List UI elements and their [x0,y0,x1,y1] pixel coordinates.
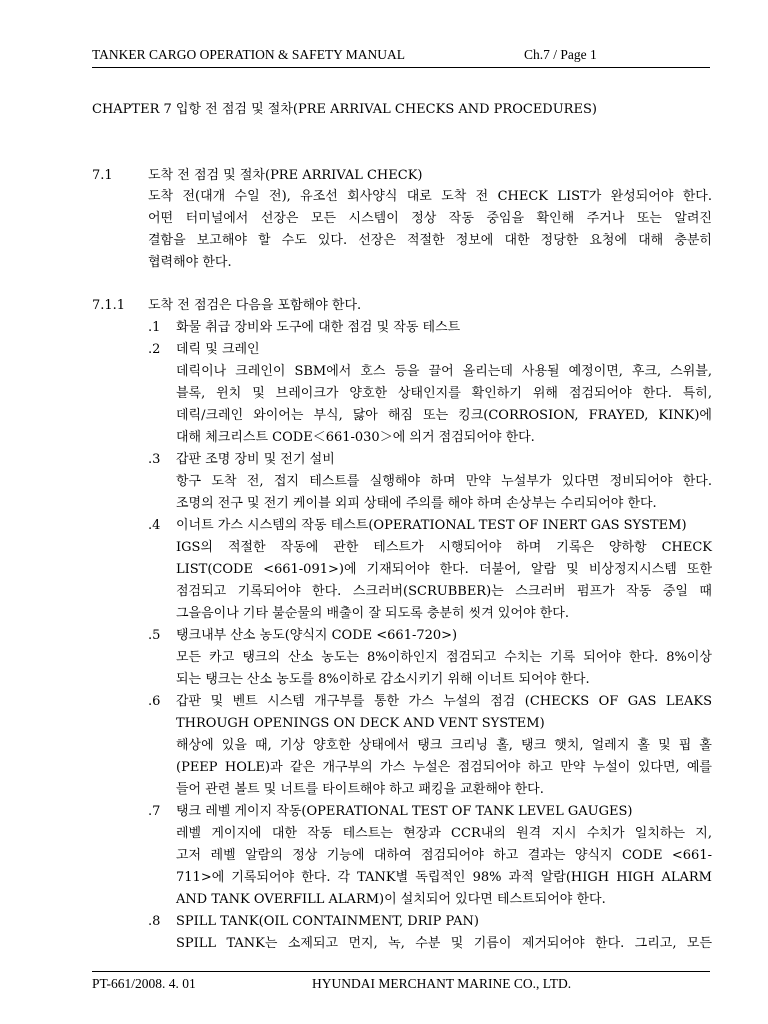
item-text: (PEEP HOLE)과 같은 개구부의 가스 누설은 점검되어야 하고 만약 누설이 있다면, 예를 [176,760,712,775]
item-number: .2 [148,342,161,357]
item-text: 들어 관련 볼트 및 너트를 타이트해야 하고 패킹을 교환해야 한다. [176,782,544,797]
item-title: THROUGH OPENINGS ON DECK AND VENT SYSTEM) [176,716,545,731]
paragraph-line: 협력해야 한다. [148,255,232,270]
section-number: 7.1.1 [92,298,126,313]
item-title: 갑판 및 벤트 시스템 개구부를 통한 가스 누설의 점검 (CHECKS OF GAS LEAKS [176,694,712,709]
item-title: 탱크내부 산소 농도(양식지 CODE <661-720>) [176,628,458,643]
item-text: 711>에 기록되어야 한다. 각 TANK별 독립적인 98% 과적 알람(HIGH HIGH ALARM [176,870,712,885]
item-text: 그을음이나 기타 불순물의 배출이 잘 되도록 충분히 씻겨 있어야 한다. [176,606,569,621]
item-text: 해상에 있을 때, 기상 양호한 상태에서 탱크 크리닝 홀, 탱크 햇치, 얼레지 홀 및 핍 홀 [176,738,712,753]
section-number: 7.1 [92,168,113,183]
item-text: 데릭이나 크레인이 SBM에서 호스 등을 끌어 올리는데 사용될 예정이면, 후크, 스위블, [176,364,712,379]
item-title: SPILL TANK(OIL CONTAINMENT, DRIP PAN) [176,914,479,929]
item-number: .6 [148,694,161,709]
item-title: 이너트 가스 시스템의 작동 테스트(OPERATIONAL TEST OF INERT GAS SYSTEM) [176,518,687,533]
item-text: LIST(CODE <661-091>)에 기재되어야 한다. 더불어, 알람 및 비상정지시스템 또한 [176,562,712,577]
item-title: 화물 취급 장비와 도구에 대한 점검 및 작동 테스트 [176,320,461,335]
item-text: 고저 레벨 알람의 정상 기능에 대하여 점검되어야 하고 결과는 양식지 CODE <661- [176,848,712,863]
item-number: .7 [148,804,161,819]
item-text: 레벨 게이지에 대한 작동 테스트는 현장과 CCR내의 원격 지시 수치가 일치하는 지, [176,826,712,841]
page-footer [92,971,710,994]
document-code: PT-661/2008. 4. 01 [92,976,196,991]
item-text: SPILL TANK는 소제되고 먼지, 녹, 수분 및 기름이 제거되어야 한다. 그리고, 모든 [176,936,712,951]
item-number: .3 [148,452,161,467]
paragraph-line: 결함을 보고해야 할 수도 있다. 선장은 적절한 정보에 대한 정당한 요청에 대해 충분히 [148,233,712,248]
page-header [92,47,710,68]
item-text: 조명의 전구 및 전기 케이블 외피 상태에 주의를 해야 하며 손상부는 수리되어야 한다. [176,496,657,511]
item-title: 데릭 및 크레인 [176,342,260,357]
paragraph-line: 어떤 터미널에서 선장은 모든 시스템이 정상 작동 중임을 확인해 주거나 또는 알려진 [148,211,712,226]
item-title: 갑판 조명 장비 및 전기 설비 [176,452,335,467]
page-number: Ch.7 / Page 1 [524,47,597,62]
item-text: AND TANK OVERFILL ALARM)이 설치되어 있다면 테스트되어야 한다. [176,892,606,907]
item-text: 블록, 윈치 및 브레이크가 양호한 상태인지를 확인하기 위해 점검되어야 한다. 특히, [176,386,712,401]
item-number: .5 [148,628,161,643]
item-title: 탱크 레벨 게이지 작동(OPERATIONAL TEST OF TANK LEVEL GAUGES) [176,804,633,819]
item-text: 점검되고 기록되어야 한다. 스크러버(SCRUBBER)는 스크러버 펌프가 작동 중일 때 [176,584,712,599]
manual-title: TANKER CARGO OPERATION & SAFETY MANUAL [92,47,406,62]
item-number: .4 [148,518,161,533]
item-text: 되는 탱크는 산소 농도를 8%이하로 감소시키기 위해 이너트 되어야 한다. [176,672,590,687]
section-title: 도착 전 점검 및 절차(PRE ARRIVAL CHECK) [148,168,423,183]
section-title: 도착 전 점검은 다음을 포함해야 한다. [148,298,362,313]
item-text: 데릭/크레인 와이어는 부식, 닳아 해짐 또는 킹크(CORROSION, FRAYED, KINK)에 [176,408,712,423]
item-text: 항구 도착 전, 접지 테스트를 실행해야 하며 만약 누설부가 있다면 정비되어야 한다. [176,474,712,489]
item-number: .8 [148,914,161,929]
item-text: 대해 체크리스트 CODE＜661-030＞에 의거 점검되어야 한다. [176,430,535,445]
item-text: 모든 카고 탱크의 산소 농도는 8%이하인지 점검되고 수치는 기록 되어야 한다. 8%이상 [176,650,712,665]
chapter-title: CHAPTER 7 입항 전 점검 및 절차(PRE ARRIVAL CHECKS AND PROCEDURES) [92,102,597,117]
item-number: .1 [148,320,161,335]
company-name: HYUNDAI MERCHANT MARINE CO., LTD. [312,976,572,991]
paragraph-line: 도착 전(대개 수일 전), 유조선 회사양식 대로 도착 전 CHECK LIST가 완성되어야 한다. [148,189,712,204]
item-text: IGS의 적절한 작동에 관한 테스트가 시행되어야 하며 기록은 양하항 CHECK [176,540,712,555]
